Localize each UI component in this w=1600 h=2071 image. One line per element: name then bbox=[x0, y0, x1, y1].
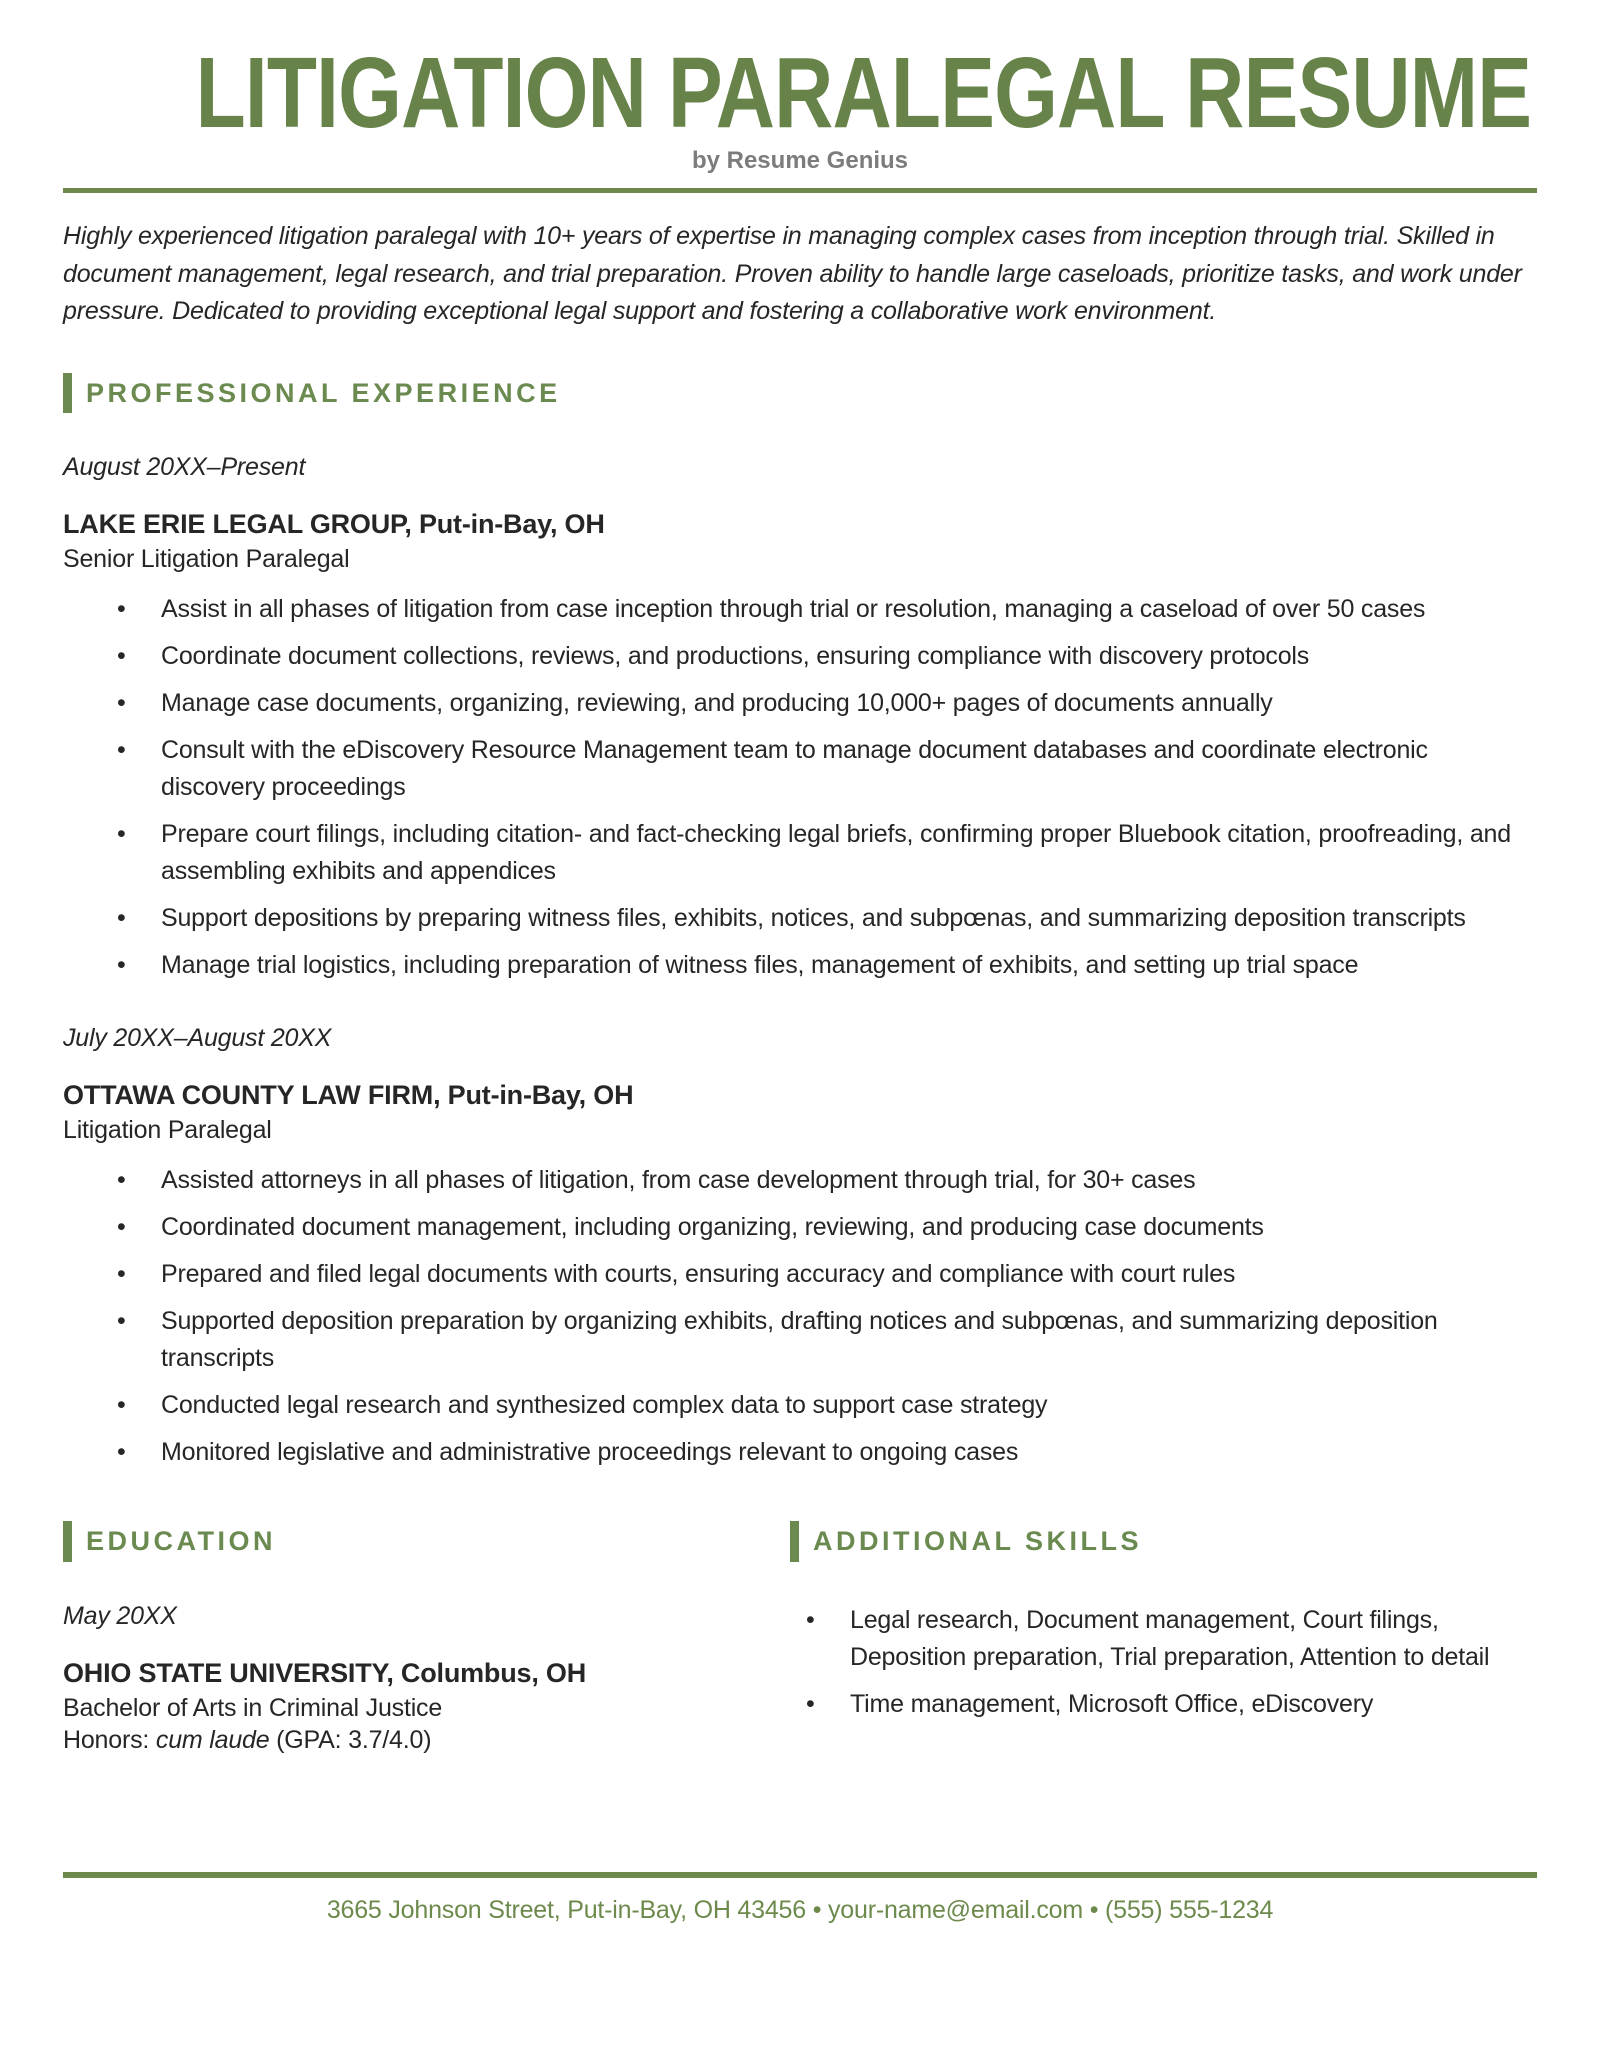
education-date: May 20XX bbox=[63, 1601, 177, 1630]
bullet-item: • Support depositions by preparing witness files, exhibits, notices, and subpœnas, and summarizing deposition transcripts bbox=[115, 900, 1537, 937]
header-divider bbox=[63, 188, 1537, 193]
bullet-item: • Manage trial logistics, including preparation of witness files, management of exhibits, and setting up trial space bbox=[115, 947, 1537, 984]
education-heading: EDUCATION bbox=[63, 1521, 790, 1562]
bullet-item: • Consult with the eDiscovery Resource Management team to manage document databases and coordinate electronic discovery proceedings bbox=[115, 732, 1537, 806]
bullet-item: • Time management, Microsoft Office, eDiscovery bbox=[804, 1686, 1537, 1723]
resume-footer bbox=[63, 1872, 1537, 1925]
bullet-item: • Coordinate document collections, reviews, and productions, ensuring compliance with discovery protocols bbox=[115, 638, 1537, 675]
bullet-item: • Prepare court filings, including citation- and fact-checking legal briefs, confirming proper Bluebook citation, proofreading, and assembling exhibits and appendices bbox=[115, 816, 1537, 890]
job-entry bbox=[63, 453, 1537, 984]
job-bullet-list bbox=[63, 1162, 1537, 1471]
company-name: LAKE ERIE LEGAL GROUP, Put-in-Bay, OH bbox=[63, 509, 605, 539]
experience-section bbox=[63, 373, 1537, 1472]
job-title: Litigation Paralegal bbox=[63, 1116, 272, 1144]
job-bullet-list bbox=[63, 591, 1537, 984]
job-entry bbox=[63, 1024, 1537, 1471]
bullet-item: • Supported deposition preparation by organizing exhibits, drafting notices and subpœnas, and summarizing deposition transcripts bbox=[115, 1303, 1537, 1377]
experience-heading: PROFESSIONAL EXPERIENCE bbox=[63, 373, 1537, 414]
bullet-item: • Conducted legal research and synthesized complex data to support case strategy bbox=[115, 1387, 1537, 1424]
bullet-item: • Assist in all phases of litigation from case inception through trial or resolution, managing a caseload of over 50 cases bbox=[115, 591, 1537, 628]
education-section bbox=[63, 1521, 790, 1755]
school-name: OHIO STATE UNIVERSITY, Columbus, OH bbox=[63, 1657, 587, 1688]
bullet-item: • Monitored legislative and administrative proceedings relevant to ongoing cases bbox=[115, 1434, 1537, 1471]
skills-heading: ADDITIONAL SKILLS bbox=[790, 1521, 1537, 1562]
bullet-item: • Coordinated document management, including organizing, reviewing, and producing case documents bbox=[115, 1209, 1537, 1246]
honors-latin: cum laude bbox=[155, 1725, 270, 1754]
bottom-columns bbox=[63, 1521, 1537, 1755]
additional-skills-section bbox=[790, 1521, 1537, 1755]
bullet-item: • Prepared and filed legal documents with courts, ensuring accuracy and compliance with court rules bbox=[115, 1256, 1537, 1293]
job-title: Senior Litigation Paralegal bbox=[63, 545, 350, 573]
skills-bullet-list bbox=[790, 1602, 1537, 1723]
summary-paragraph: Highly experienced litigation paralegal with 10+ years of expertise in managing complex cases from inception through trial. Skilled in document management, legal research, and trial preparation. Proven ability to handle large caseloads, prioritize tasks, and work under pressure. Dedicated to providing exceptional legal support and fostering a collaborative work environment. bbox=[63, 222, 1522, 325]
honors-prefix: Honors: bbox=[63, 1725, 156, 1754]
contact-line: 3665 Johnson Street, Put-in-Bay, OH 43456 • your-name@email.com • (555) 555-1234 bbox=[326, 1896, 1274, 1924]
page-title: LITIGATION PARALEGAL RESUME bbox=[195, 37, 1532, 149]
footer-divider bbox=[63, 1872, 1537, 1878]
honors-gpa: (GPA: 3.7/4.0) bbox=[269, 1725, 432, 1754]
company-name: OTTAWA COUNTY LAW FIRM, Put-in-Bay, OH bbox=[63, 1080, 634, 1110]
degree: Bachelor of Arts in Criminal Justice bbox=[63, 1693, 443, 1722]
job-dates: August 20XX–Present bbox=[63, 453, 306, 481]
byline: by Resume Genius bbox=[691, 147, 909, 174]
job-dates: July 20XX–August 20XX bbox=[63, 1024, 332, 1052]
honors-line bbox=[63, 1726, 790, 1755]
resume-header bbox=[63, 37, 1537, 193]
bullet-item: • Legal research, Document management, Court filings, Deposition preparation, Trial preparation, Attention to detail bbox=[804, 1602, 1537, 1676]
bullet-item: • Assisted attorneys in all phases of litigation, from case development through trial, for 30+ cases bbox=[115, 1162, 1537, 1199]
bullet-item: • Manage case documents, organizing, reviewing, and producing 10,000+ pages of documents annually bbox=[115, 685, 1537, 722]
